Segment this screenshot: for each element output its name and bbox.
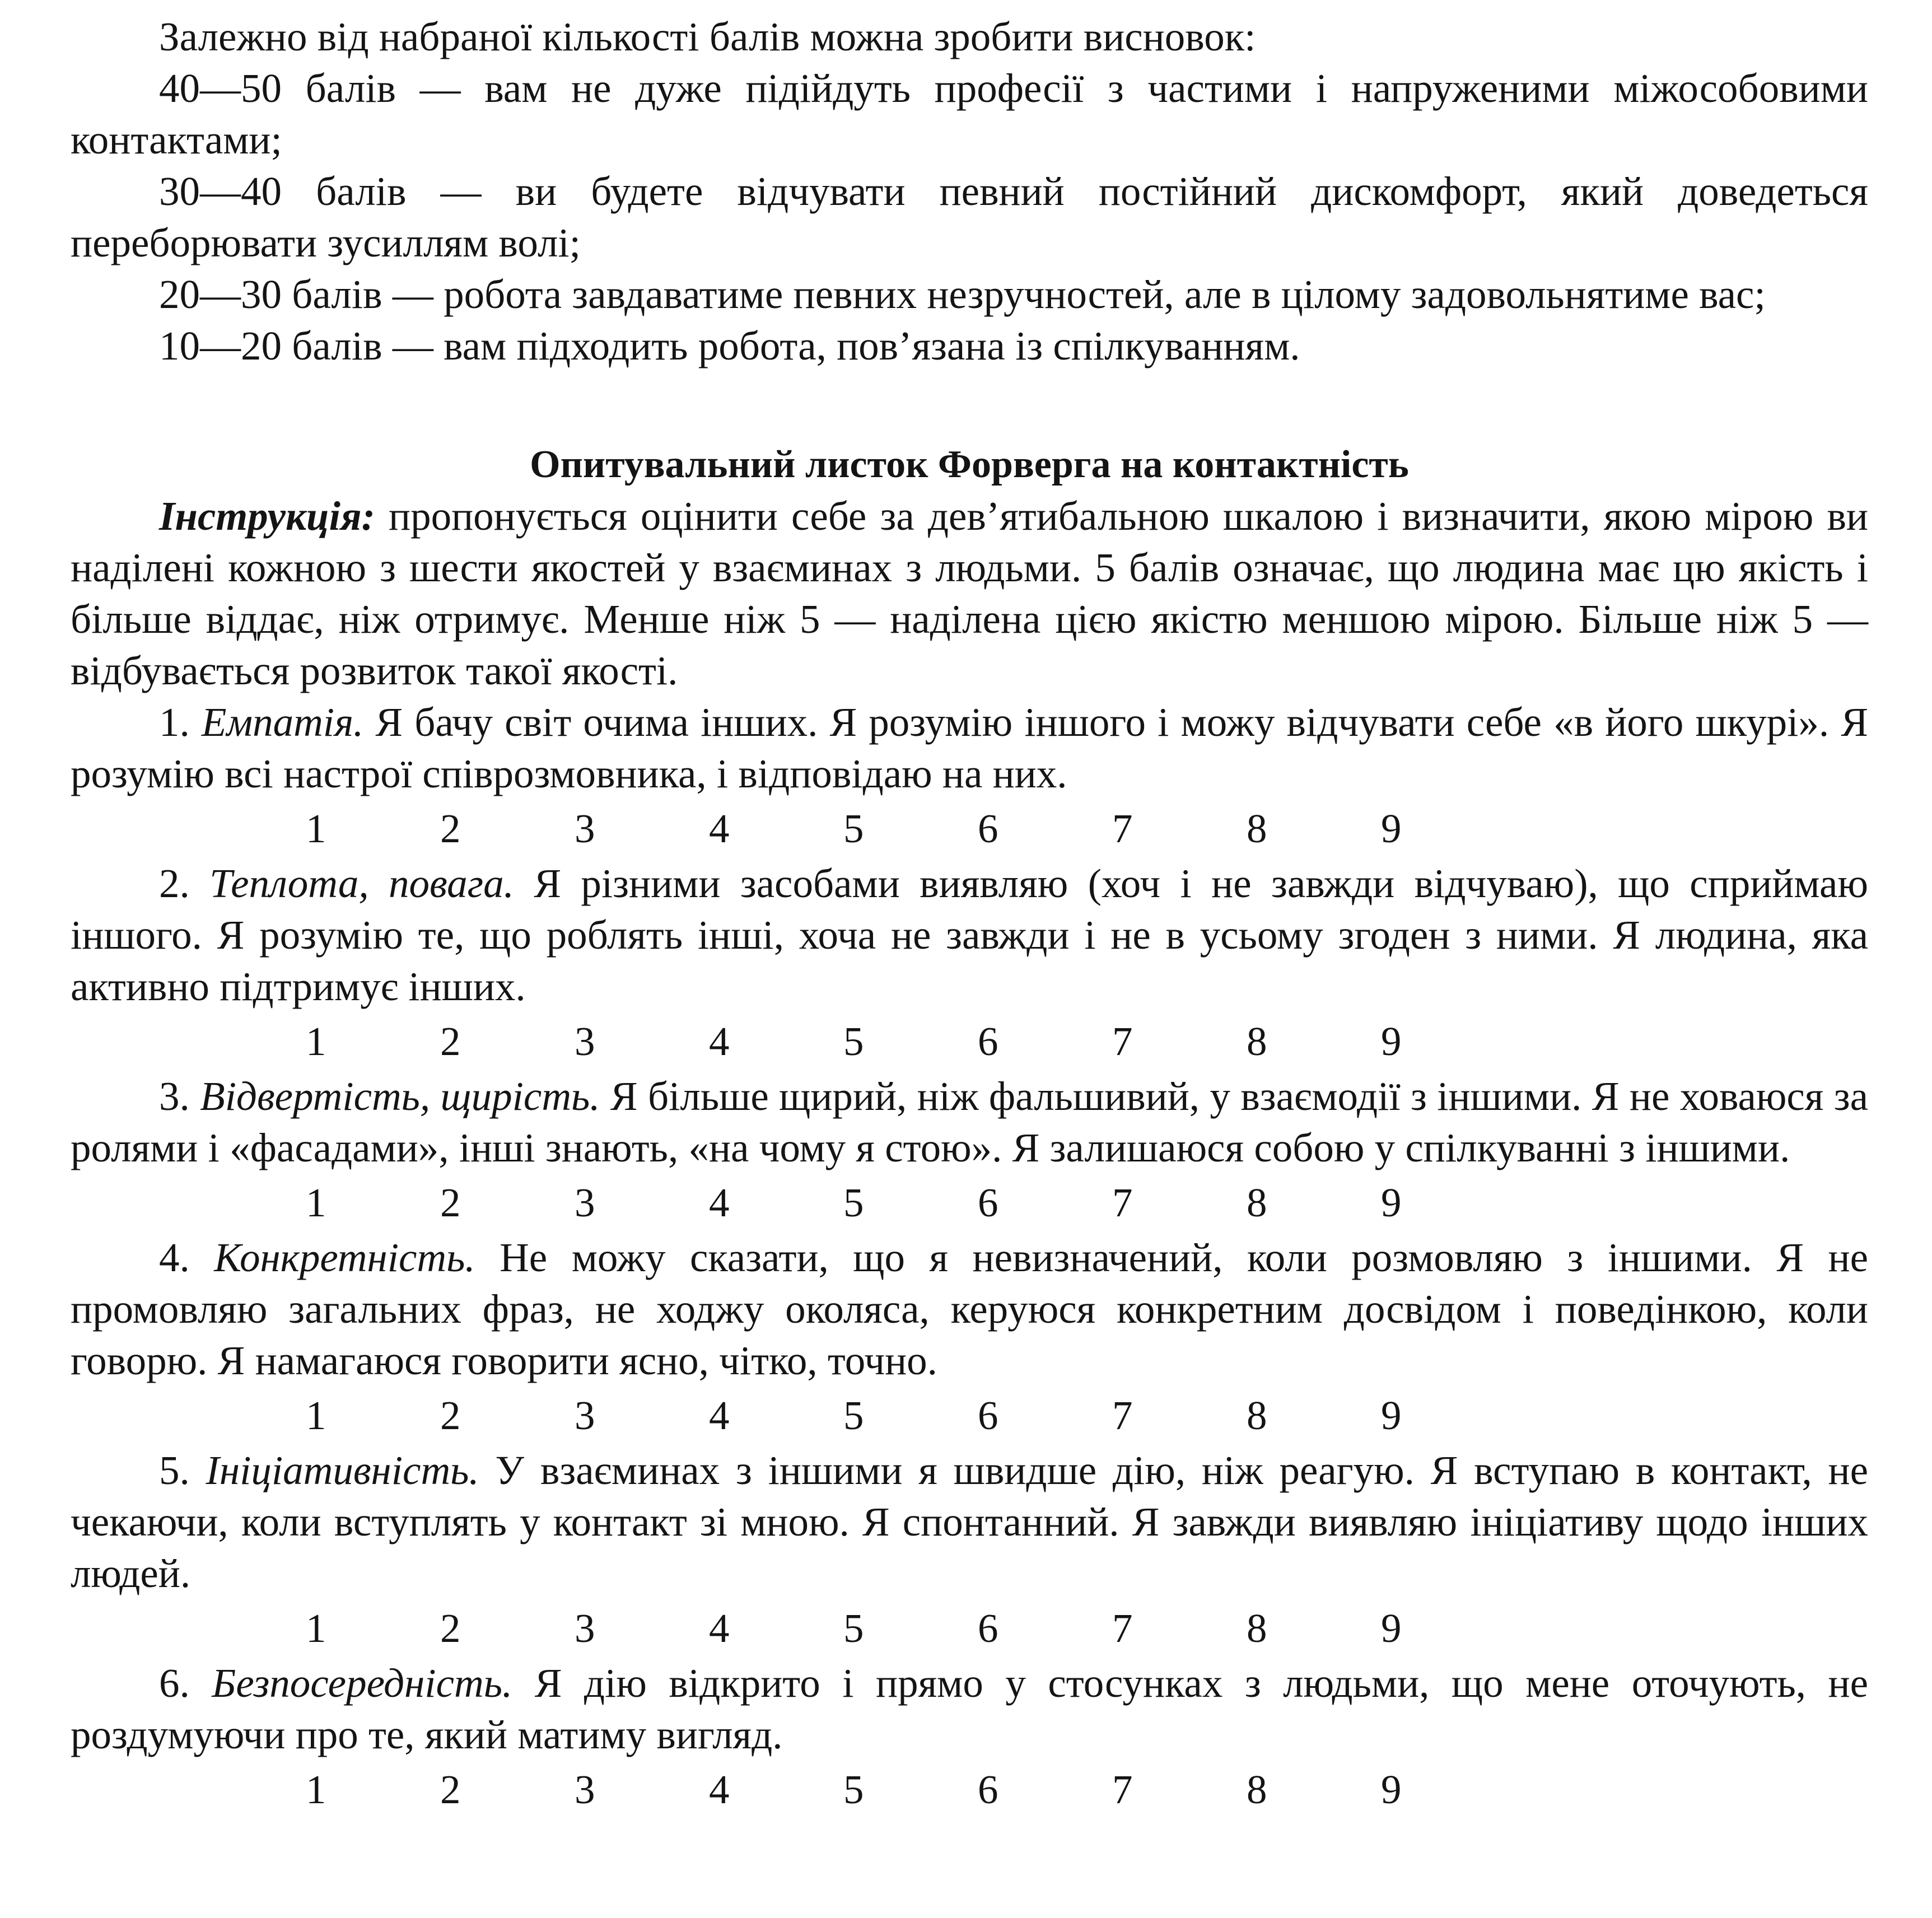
- instruction-paragraph: [71, 491, 1868, 697]
- item-text: Я різними засобами виявляю (хоч і не завжди відчуваю), що сприймаю іншого. Я розумію те, що роблять інші, хоча не завжди і не в усьому згоден з ними. Я людина, яка активно підтримує інших.: [71, 861, 1868, 1009]
- item-number: 2.: [159, 861, 210, 906]
- scale-option-3[interactable]: 3: [575, 1767, 595, 1812]
- results-intro: Залежно від набраної кількості балів можна зробити висновок:: [159, 14, 1256, 59]
- result-line-3: 20—30 балів — робота завдаватиме певних незручностей, але в цілому задовольнятиме вас;: [159, 272, 1766, 317]
- scale-option-7[interactable]: 7: [1112, 1019, 1133, 1064]
- scale-option-6[interactable]: 6: [978, 1393, 998, 1438]
- item-number: 3.: [159, 1074, 200, 1119]
- rating-scale-item-2: [71, 1016, 1868, 1067]
- scale-option-8[interactable]: 8: [1247, 806, 1267, 851]
- instruction-label: Інструкція:: [159, 493, 375, 539]
- scale-option-7[interactable]: 7: [1112, 1393, 1133, 1438]
- questionnaire-item-2: [71, 858, 1868, 1012]
- scale-option-3[interactable]: 3: [575, 1019, 595, 1064]
- scale-option-3[interactable]: 3: [575, 1606, 595, 1651]
- scale-option-9[interactable]: 9: [1381, 1180, 1402, 1225]
- scale-option-1[interactable]: 1: [306, 1606, 326, 1651]
- item-number: 4.: [159, 1235, 214, 1280]
- scale-option-2[interactable]: 2: [440, 1767, 461, 1812]
- scale-option-5[interactable]: 5: [843, 1393, 864, 1438]
- scale-option-4[interactable]: 4: [709, 1606, 730, 1651]
- result-line-4: 10—20 балів — вам підходить робота, пов’язана із спілкуванням.: [159, 323, 1300, 368]
- scale-option-5[interactable]: 5: [843, 1767, 864, 1812]
- scale-option-3[interactable]: 3: [575, 1393, 595, 1438]
- scale-option-2[interactable]: 2: [440, 806, 461, 851]
- item-text: Я більше щирий, ніж фальшивий, у взаємодії з іншими. Я не ховаюся за ролями і «фасадами», інші знають, «на чому я стою». Я залишаюся собою у спілкуванні з іншими.: [71, 1074, 1868, 1170]
- scale-option-9[interactable]: 9: [1381, 806, 1402, 851]
- scale-option-1[interactable]: 1: [306, 1180, 326, 1225]
- item-name: Безпосередність.: [212, 1660, 513, 1706]
- scale-option-5[interactable]: 5: [843, 806, 864, 851]
- result-line-2: 30—40 балів — ви будете відчувати певний постійний дискомфорт, який доведеться переборювати зусиллям волі;: [71, 169, 1868, 265]
- scale-option-6[interactable]: 6: [978, 1019, 998, 1064]
- scale-option-6[interactable]: 6: [978, 806, 998, 851]
- scale-option-9[interactable]: 9: [1381, 1606, 1402, 1651]
- questionnaire-item-3: [71, 1071, 1868, 1174]
- item-text: Я бачу світ очима інших. Я розумію іншого і можу відчувати себе «в його шкурі». Я розумію всі настрої співрозмовника, і відповідаю на них.: [71, 699, 1869, 796]
- scale-option-5[interactable]: 5: [843, 1019, 864, 1064]
- scale-option-6[interactable]: 6: [978, 1180, 998, 1225]
- scale-option-2[interactable]: 2: [440, 1606, 461, 1651]
- scale-option-7[interactable]: 7: [1112, 1606, 1133, 1651]
- scale-option-1[interactable]: 1: [306, 1393, 326, 1438]
- item-text: Не можу сказати, що я невизначений, коли розмовляю з іншими. Я не промовляю загальних фраз, не ходжу околяса, керуюся конкретним досвідом і поведінкою, коли говорю. Я намагаюся говорити ясно, чітко, точно.: [71, 1235, 1869, 1383]
- instruction-text: пропонується оцінити себе за дев’ятибальною шкалою і визначити, якою мірою ви наділені кожною з шести якостей у взаєминах з людьми. 5 балів означає, що людина має цю якість і більше віддає, ніж отримує. Менше ніж 5 — наділена цією якістю меншою мірою. Більше ніж 5 — відбувається розвиток такої якості.: [71, 493, 1868, 693]
- scale-option-7[interactable]: 7: [1112, 1180, 1133, 1225]
- questionnaire-item-6: [71, 1658, 1868, 1761]
- scale-option-8[interactable]: 8: [1247, 1393, 1267, 1438]
- scale-option-4[interactable]: 4: [709, 806, 730, 851]
- item-name: Ініціативність.: [206, 1448, 479, 1493]
- rating-scale-item-6: [71, 1764, 1868, 1816]
- scale-option-4[interactable]: 4: [709, 1019, 730, 1064]
- scale-option-1[interactable]: 1: [306, 1767, 326, 1812]
- item-name: Відвертість, щирість.: [200, 1074, 600, 1119]
- result-line-1: 40—50 балів — вам не дуже підійдуть професії з частими і напруженими міжособовими контактами;: [71, 66, 1868, 162]
- item-text: У взаєминах з іншими я швидше дію, ніж реагую. Я вступаю в контакт, не чекаючи, коли вступлять у контакт зі мною. Я спонтанний. Я завжди виявляю ініціативу щодо інших людей.: [71, 1448, 1868, 1596]
- scale-option-3[interactable]: 3: [575, 1180, 595, 1225]
- questionnaire-item-4: [71, 1232, 1868, 1387]
- scale-option-1[interactable]: 1: [306, 806, 326, 851]
- scale-option-2[interactable]: 2: [440, 1393, 461, 1438]
- scale-option-4[interactable]: 4: [709, 1767, 730, 1812]
- document-page: [71, 11, 1868, 1819]
- rating-scale-item-5: [71, 1603, 1868, 1654]
- scale-option-6[interactable]: 6: [978, 1767, 998, 1812]
- scale-option-7[interactable]: 7: [1112, 1767, 1133, 1812]
- scale-option-8[interactable]: 8: [1247, 1767, 1267, 1812]
- scale-option-5[interactable]: 5: [843, 1180, 864, 1225]
- rating-scale-item-4: [71, 1390, 1868, 1441]
- questionnaire-item-1: [71, 697, 1868, 800]
- scale-option-1[interactable]: 1: [306, 1019, 326, 1064]
- item-name: Теплота, повага.: [209, 861, 514, 906]
- scale-option-9[interactable]: 9: [1381, 1767, 1402, 1812]
- item-number: 5.: [159, 1448, 206, 1493]
- rating-scale-item-1: [71, 803, 1868, 855]
- scale-option-3[interactable]: 3: [575, 806, 595, 851]
- item-text: Я дію відкрито і прямо у стосунках з людьми, що мене оточують, не роздумуючи про те, який матиму вигляд.: [71, 1660, 1868, 1757]
- scale-option-4[interactable]: 4: [709, 1180, 730, 1225]
- item-number: 1.: [159, 699, 202, 745]
- scale-option-2[interactable]: 2: [440, 1180, 461, 1225]
- scale-option-6[interactable]: 6: [978, 1606, 998, 1651]
- rating-scale-item-3: [71, 1177, 1868, 1229]
- scale-option-8[interactable]: 8: [1247, 1180, 1267, 1225]
- scale-option-8[interactable]: 8: [1247, 1606, 1267, 1651]
- item-name: Конкретність.: [214, 1235, 475, 1280]
- scale-option-9[interactable]: 9: [1381, 1019, 1402, 1064]
- scale-option-2[interactable]: 2: [440, 1019, 461, 1064]
- scale-option-5[interactable]: 5: [843, 1606, 864, 1651]
- questionnaire-item-5: [71, 1445, 1868, 1599]
- scale-option-7[interactable]: 7: [1112, 806, 1133, 851]
- section-spacer: [71, 372, 1868, 439]
- scale-option-8[interactable]: 8: [1247, 1019, 1267, 1064]
- item-name: Емпатія.: [201, 699, 364, 745]
- scale-option-4[interactable]: 4: [709, 1393, 730, 1438]
- questionnaire-title: Опитувальний листок Форверга на контактність: [530, 443, 1409, 486]
- item-number: 6.: [159, 1660, 212, 1706]
- scale-option-9[interactable]: 9: [1381, 1393, 1402, 1438]
